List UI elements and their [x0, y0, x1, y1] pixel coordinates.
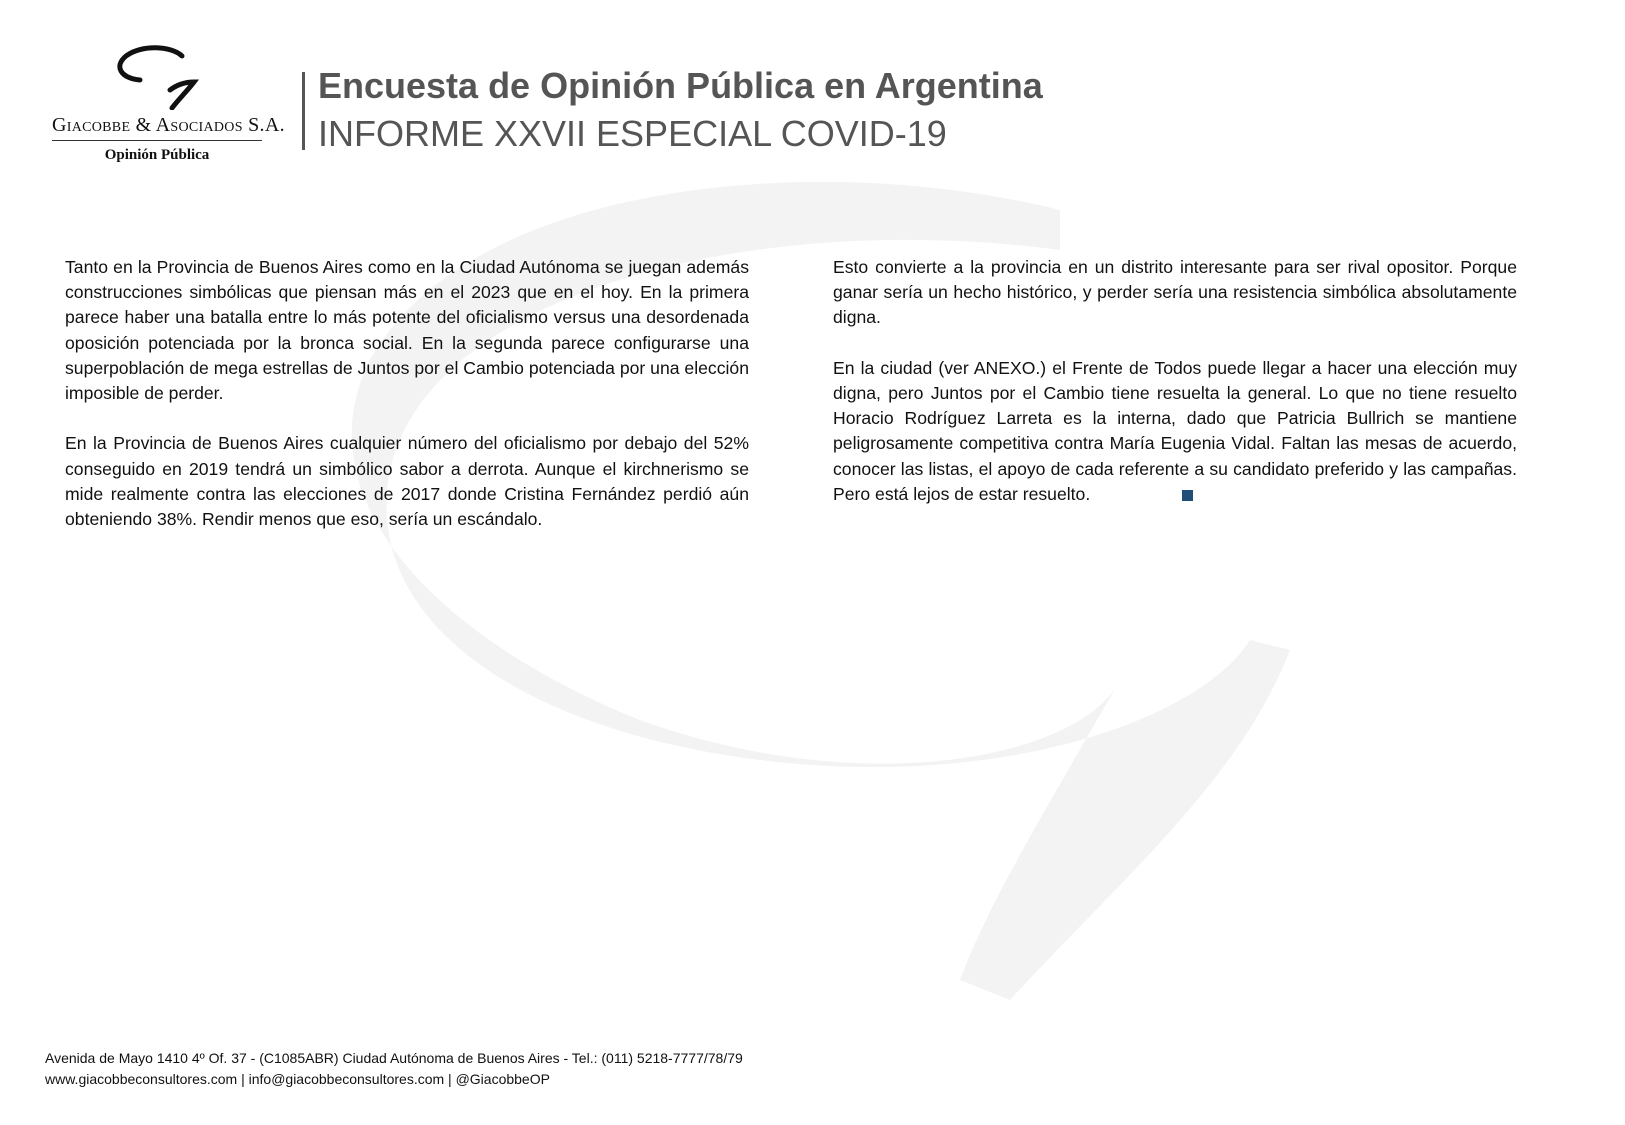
- right-column: [833, 255, 1517, 532]
- report-header: [318, 62, 1043, 158]
- logo-tagline: Opinión Pública: [104, 147, 210, 163]
- page-footer: [45, 1048, 743, 1090]
- end-of-article-square-icon: [1182, 490, 1193, 501]
- left-column: [65, 255, 749, 557]
- paragraph-text: En la ciudad (ver ANEXO.) el Frente de Todos puede llegar a hacer una elección muy digna, pero Juntos por el Cambio tiene resuelta la general. Lo que no tiene resuelto Horacio Rodríguez Larreta es la interna, dado que Patricia Bullrich se mantiene peligrosamente competitiva contra María Eugenia Vidal. Faltan las mesas de acuerdo, conocer las listas, el apoyo de cada referente a su candidato preferido y las campañas. Pero está lejos de estar resuelto.: [833, 357, 1517, 504]
- paragraph: En la Provincia de Buenos Aires cualquier número del oficialismo por debajo del 52% conseguido en 2019 tendrá un simbólico sabor a derrota. Aunque el kirchnerismo se mide realmente contra las elecciones de 2017 donde Cristina Fernández perdió aún obteniendo 38%. Rendir menos que eso, sería un escándalo.: [65, 433, 749, 530]
- company-logo: [52, 42, 285, 182]
- footer-address: Avenida de Mayo 1410 4º Of. 37 - (C1085ABR) Ciudad Autónoma de Buenos Aires - Tel.: (011) 5218-7777/78/79: [45, 1050, 743, 1066]
- paragraph: Esto convierte a la provincia en un distrito interesante para ser rival opositor. Porque ganar sería un hecho histórico, y perder sería una resistencia simbólica absolutamente digna.: [833, 257, 1517, 328]
- logo-mark-icon: [112, 42, 202, 110]
- report-subtitle: INFORME XXVII ESPECIAL COVID-19: [318, 113, 947, 154]
- title-divider: [302, 72, 305, 150]
- footer-contact: www.giacobbeconsultores.com | info@giacobbeconsultores.com | @GiacobbeOP: [45, 1071, 550, 1087]
- logo-company-name: Giacobbe & Asociados S.A.: [52, 114, 262, 141]
- paragraph-with-end-mark: [833, 356, 1517, 507]
- paragraph: Tanto en la Provincia de Buenos Aires como en la Ciudad Autónoma se juegan además construcciones simbólicas que piensan más en el 2023 que en el hoy. En la primera parece haber una batalla entre lo más potente del oficialismo versus una desordenada oposición potenciada por la bronca social. En la segunda parece configurarse una superpoblación de mega estrellas de Juntos por el Cambio potenciada por una elección imposible de perder.: [65, 257, 749, 404]
- report-title: Encuesta de Opinión Pública en Argentina: [318, 65, 1043, 106]
